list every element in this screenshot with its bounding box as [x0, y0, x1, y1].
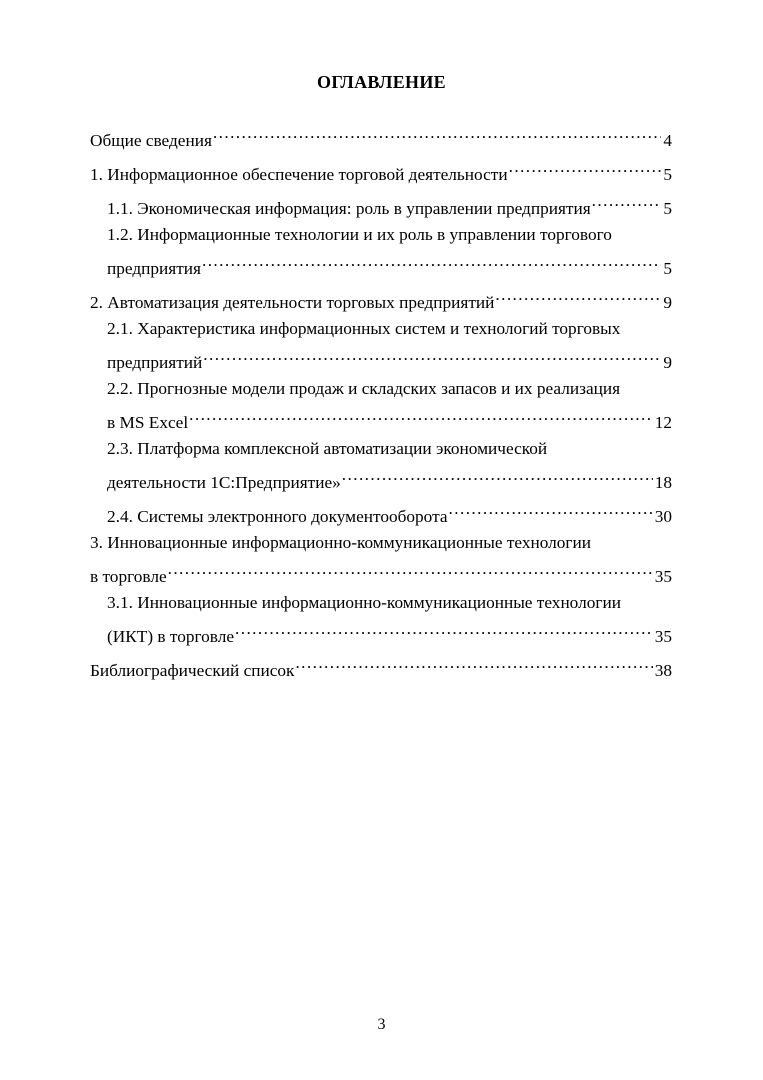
toc-entry-title-line1: 1.2. Информационные технологии и их роль в управлении торгового [107, 225, 612, 244]
toc-dot-leader [509, 154, 662, 180]
toc-entry-row [90, 650, 672, 684]
toc-entry-title: в торговле [90, 567, 167, 586]
toc-entry-page: 12 [654, 413, 672, 432]
toc-entry-page: 35 [654, 627, 672, 646]
toc-entry[interactable] [90, 316, 672, 376]
toc-entry[interactable] [90, 590, 672, 650]
toc-entry-title: деятельности 1С:Предприятие» [107, 473, 341, 492]
toc-entry[interactable] [90, 282, 672, 316]
toc-entry-page: 5 [663, 165, 672, 184]
toc-entry-page: 9 [663, 353, 672, 372]
toc-dot-leader [495, 282, 661, 308]
toc-entry-title: в MS Excel [107, 413, 189, 432]
toc-entry-title: 1.1. Экономическая информация: роль в управлении предприятия [107, 199, 591, 218]
toc-dot-leader [202, 248, 661, 274]
toc-entry-title: предприятия [107, 259, 201, 278]
toc-dot-leader [449, 496, 653, 522]
toc-entry-title-line1: 2.1. Характеристика информационных систем и технологий торговых [107, 319, 621, 338]
toc-entry-page: 4 [663, 131, 672, 150]
toc-entry-row [107, 496, 672, 530]
toc-entry-title: предприятий [107, 353, 203, 372]
toc-entry-row [107, 188, 672, 222]
toc-entry-row [107, 402, 672, 436]
toc-dot-leader [295, 650, 652, 676]
toc-entry-page: 5 [663, 199, 672, 218]
toc-entry[interactable] [90, 120, 672, 154]
toc-title: ОГЛАВЛЕНИЕ [317, 72, 446, 92]
toc-dot-leader [189, 402, 653, 428]
toc-entry-page: 30 [654, 507, 672, 526]
toc-entry[interactable] [90, 222, 672, 282]
toc-entry-title: Общие сведения [90, 131, 212, 150]
toc-entry[interactable] [90, 436, 672, 496]
toc-entry-title-line1: 3. Инновационные информационно-коммуникационные технологии [90, 533, 591, 552]
toc-entry-title-line1: 2.3. Платформа комплексной автоматизации экономической [107, 439, 548, 458]
table-of-contents [90, 120, 672, 684]
toc-entry[interactable] [90, 154, 672, 188]
toc-entry[interactable] [90, 376, 672, 436]
toc-entry-title: (ИКТ) в торговле [107, 627, 235, 646]
toc-entry-page: 5 [663, 259, 672, 278]
toc-entry-title: 2.4. Системы электронного документооборота [107, 507, 448, 526]
toc-entry-row [90, 154, 672, 188]
toc-entry-page: 35 [654, 567, 672, 586]
toc-entry[interactable] [90, 496, 672, 530]
toc-entry-page: 18 [654, 473, 672, 492]
toc-dot-leader [235, 616, 653, 642]
toc-entry-row [107, 248, 672, 282]
toc-entry-title: 1. Информационное обеспечение торговой деятельности [90, 165, 508, 184]
page-number: 3 [377, 1016, 386, 1033]
toc-entry-page: 38 [654, 661, 672, 680]
toc-entry-page: 9 [663, 293, 672, 312]
toc-dot-leader [168, 556, 653, 582]
toc-entry-row [107, 462, 672, 496]
toc-dot-leader [342, 462, 653, 488]
toc-entry[interactable] [90, 530, 672, 590]
toc-entry-row [90, 282, 672, 316]
toc-entry[interactable] [90, 188, 672, 222]
toc-entry-row [90, 120, 672, 154]
toc-dot-leader [592, 188, 662, 214]
toc-entry-row [107, 342, 672, 376]
toc-dot-leader [213, 120, 661, 146]
toc-entry-row [90, 556, 672, 590]
toc-entry-title: Библиографический список [90, 661, 295, 680]
toc-entry-row [107, 616, 672, 650]
toc-entry-title-line1: 2.2. Прогнозные модели продаж и складских запасов и их реализация [107, 379, 621, 398]
toc-entry-title-line1: 3.1. Инновационные информационно-коммуникационные технологии [107, 593, 621, 612]
toc-dot-leader [203, 342, 661, 368]
toc-entry-title: 2. Автоматизация деятельности торговых предприятий [90, 293, 495, 312]
toc-entry[interactable] [90, 650, 672, 684]
